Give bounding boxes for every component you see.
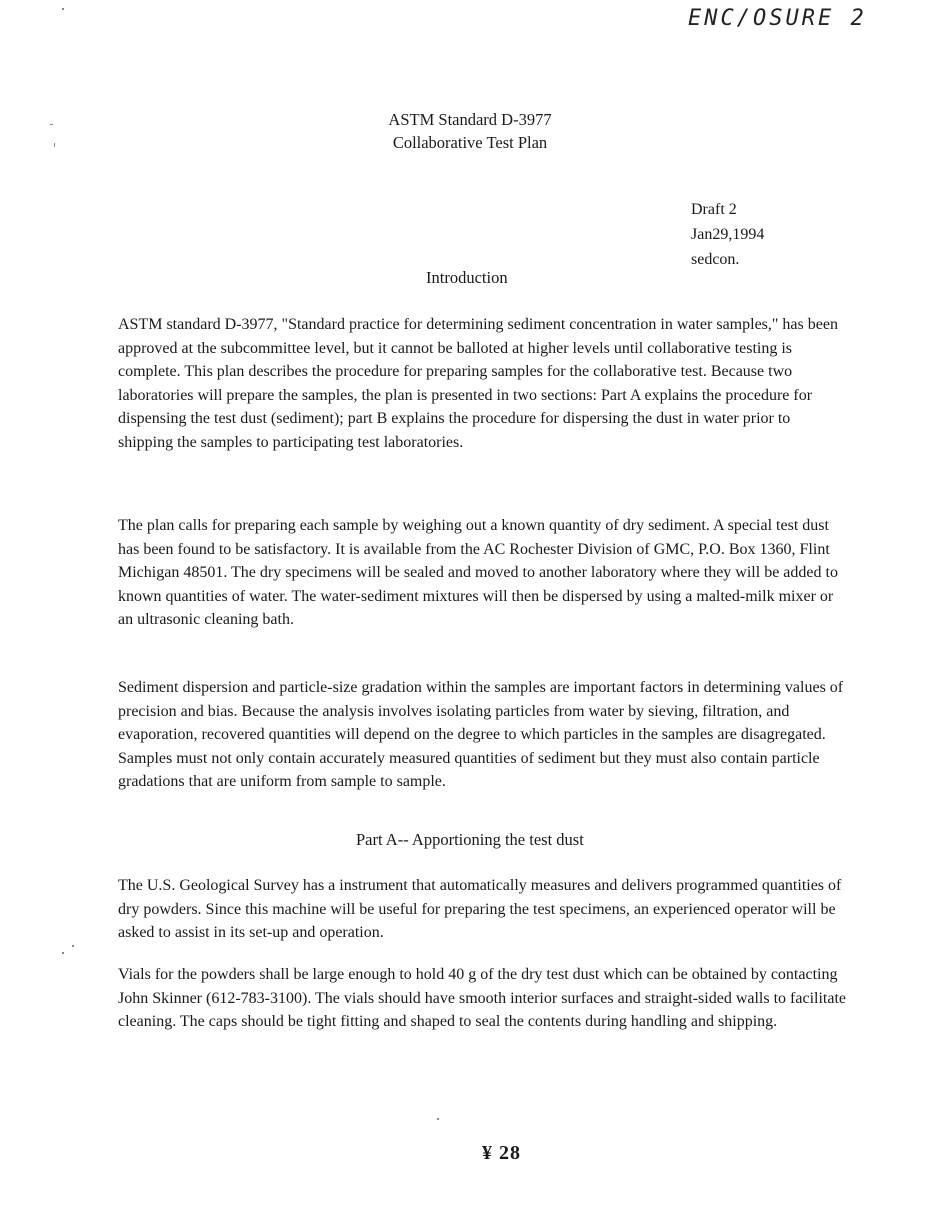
scan-speck: [62, 952, 64, 954]
part-a-heading: Part A-- Apportioning the test dust: [356, 830, 584, 849]
paragraph-vials: Vials for the powders shall be large enough to hold 40 g of the dry test dust which can be obtained by contacting John Skinner (612-783-3100). The vials should have smooth interior surfaces and straight-sided walls to facilitate cleaning. The caps should be tight fitting and shaped to seal the contents during handling and shipping.: [118, 966, 846, 1030]
draft-date: Jan29,1994: [691, 226, 765, 243]
draft-info: [691, 197, 764, 272]
scan-speck: [72, 945, 74, 947]
page-number: ¥ 28: [482, 1142, 521, 1164]
scan-speck: [50, 124, 53, 125]
scan-speck: [54, 143, 55, 147]
handwritten-enclosure-note: ENC/OSURE 2: [688, 6, 867, 31]
paragraph-usgs-instrument: The U.S. Geological Survey has a instrument that automatically measures and delivers programmed quantities of dry powders. Since this machine will be useful for preparing the test specimens, an experienced operator will be asked to assist in its set-up and operation.: [118, 877, 842, 941]
paragraph-intro: ASTM standard D-3977, "Standard practice for determining sediment concentration in water samples," has been approved at the subcommittee level, but it cannot be balloted at higher levels until collaborative testing is complete. This plan describes the procedure for preparing samples for the collaborative test. Because two laboratories will prepare the samples, the plan is presented in two sections: Part A explains the procedure for dispensing the test dust (sediment); part B explains the procedure for dispersing the dust in water prior to shipping the samples to participating test laboratories.: [118, 316, 838, 451]
paragraph-dispersion: Sediment dispersion and particle-size gradation within the samples are important factors in determining values of precision and bias. Because the analysis involves isolating particles from water by sieving, filtration, and evaporation, recovered quantities will depend on the degree to which particles in the samples are disagregated. Samples must not only contain accurately measured quantities of sediment but they must also contain particle gradations that are uniform from sample to sample.: [118, 679, 844, 790]
draft-filename: sedcon.: [691, 251, 740, 268]
scan-speck: [62, 8, 64, 10]
document-subtitle: Collaborative Test Plan: [392, 133, 548, 152]
introduction-heading: Introduction: [426, 268, 508, 287]
draft-number: Draft 2: [691, 201, 737, 218]
document-title: ASTM Standard D-3977: [388, 110, 552, 129]
paragraph-plan: The plan calls for preparing each sample by weighing out a known quantity of dry sediment. A special test dust has been found to be satisfactory. It is available from the AC Rochester Division of GMC, P.O. Box 1360, Flint Michigan 48501. The dry specimens will be sealed and moved to another laboratory where they will be added to known quantities of water. The water-sediment mixtures will then be dispersed by using a malted-milk mixer or an ultrasonic cleaning bath.: [118, 517, 838, 628]
scan-speck: [437, 1118, 439, 1120]
